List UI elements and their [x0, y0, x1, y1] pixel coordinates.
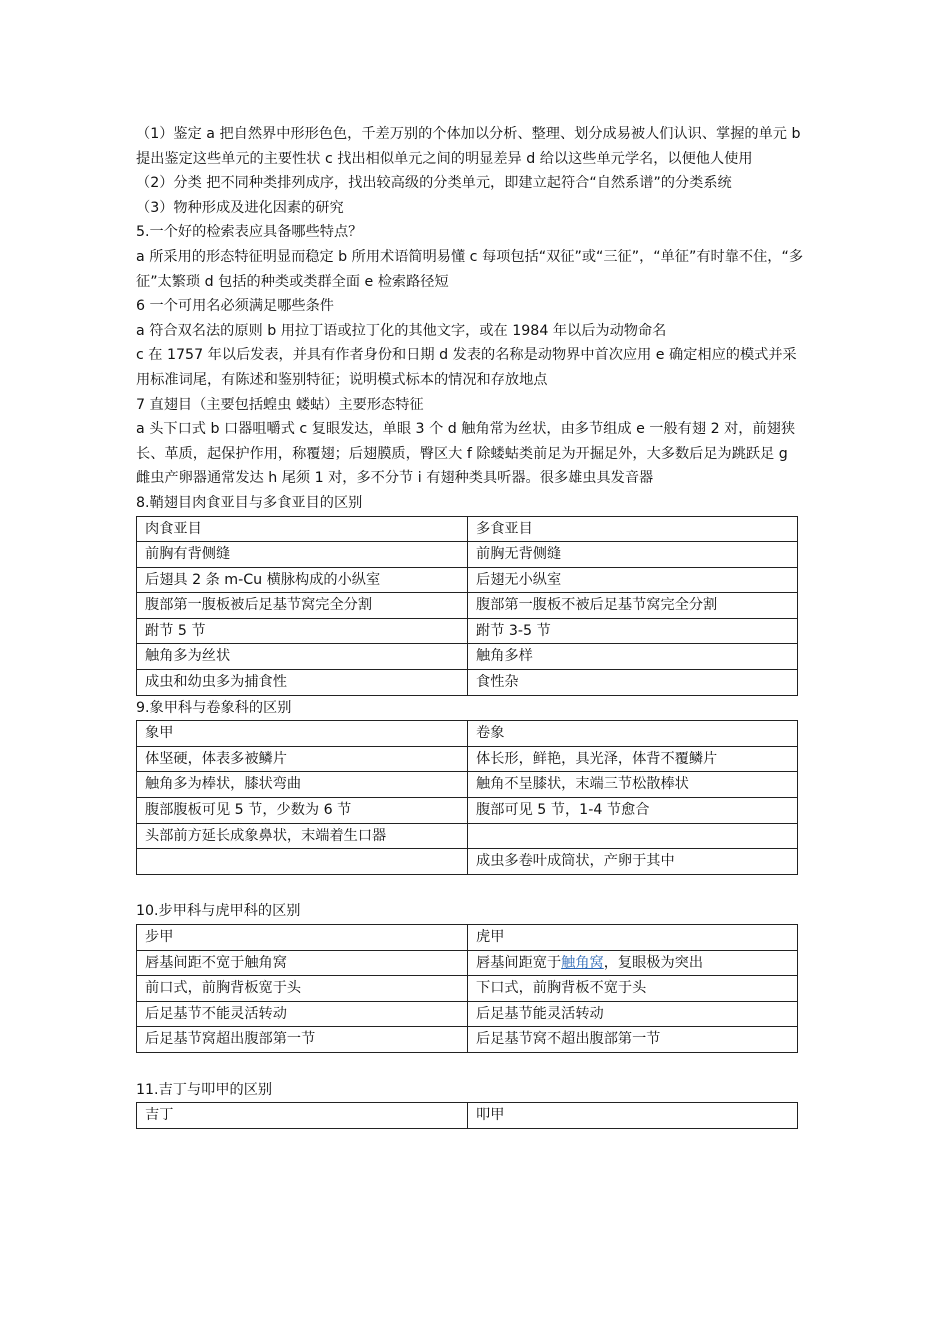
section-10-title: 10.步甲科与虎甲科的区别: [136, 903, 301, 920]
table-cell: 体长形，鲜艳，具光泽，体背不覆鳞片: [468, 746, 798, 772]
table-cell: 下口式，前胸背板不宽于头: [468, 976, 798, 1002]
table-row: [137, 618, 798, 644]
answer-5: a 所采用的形态特征明显而稳定 b 所用术语简明易懂 c 每项包括“双征”或“三征”，“单征”有时靠不住，“多征”太繁琐 d 包括的种类或类群全面 e 检索路径短: [136, 248, 804, 290]
table-cell: 叩甲: [468, 1103, 798, 1129]
table-cell: 后足基节窝超出腹部第一节: [137, 1027, 468, 1053]
question-7-heading: 7 直翅目（主要包括蝗虫 蝼蛄）主要形态特征: [136, 396, 424, 413]
table-cell: 腹部第一腹板不被后足基节窝完全分割: [468, 593, 798, 619]
table-row: [137, 798, 798, 824]
table-row: [137, 925, 798, 951]
table-row: [137, 542, 798, 568]
table-cell: 触角多为丝状: [137, 644, 468, 670]
answer-6-part2: c 在 1757 年以后发表，并具有作者身份和日期 d 发表的名称是动物界中首次应用 e 确定相应的模式并采用标准词尾，有陈述和鉴别特征；说明模式标本的情况和存放地点: [136, 347, 797, 388]
table-cell: [468, 950, 798, 976]
table-cell: 腹部腹板可见 5 节，少数为 6 节: [137, 798, 468, 824]
table-cell: 腹部可见 5 节，1-4 节愈合: [468, 798, 798, 824]
table-cell: 食性杂: [468, 670, 798, 696]
table-cell: 体坚硬，体表多被鳞片: [137, 746, 468, 772]
document-page: [136, 122, 806, 1129]
table-section-11: [136, 1102, 798, 1129]
table-row: [137, 1027, 798, 1053]
table-cell: 肉食亚目: [137, 516, 468, 542]
table-cell: 跗节 3-5 节: [468, 618, 798, 644]
paragraph-identification: （1）鉴定 a 把自然界中形形色色，千差万别的个体加以分析、整理、划分成易被人们认识、掌握的单元 b 提出鉴定这些单元的主要性状 c 找出相似单元之间的明显差异 d 给以这些单元学名，以便他人使用: [136, 126, 801, 167]
blank-line: [136, 875, 806, 900]
table-cell: 后足基节窝不超出腹部第一节: [468, 1027, 798, 1053]
table-cell: 卷象: [468, 721, 798, 747]
table-cell: 步甲: [137, 925, 468, 951]
table-cell: 后翅无小纵室: [468, 567, 798, 593]
table-row: [137, 746, 798, 772]
table-cell: 腹部第一腹板被后足基节窝完全分割: [137, 593, 468, 619]
answer-7: a 头下口式 b 口器咀嚼式 c 复眼发达，单眼 3 个 d 触角常为丝状，由多节组成 e 一般有翅 2 对，前翅狭长、革质，起保护作用，称覆翅；后翅膜质，臀区大 f 除蝼蛄类前足为开掘足外，大多数后足为跳跃足 g 雌虫产卵器通常发达 h 尾须 1 对，多不分节 i 有翅种类具听器。很多雄虫具发音器: [136, 421, 796, 487]
table-cell: 触角多为棒状，膝状弯曲: [137, 772, 468, 798]
table-cell: 前胸无背侧缝: [468, 542, 798, 568]
cell-text: 唇基间距宽于: [476, 954, 562, 971]
table-cell: 成虫和幼虫多为捕食性: [137, 670, 468, 696]
table-cell: 后翅具 2 条 m-Cu 横脉构成的小纵室: [137, 567, 468, 593]
table-row: [137, 644, 798, 670]
question-6-heading: 6 一个可用名必须满足哪些条件: [136, 298, 334, 315]
table-cell: 象甲: [137, 721, 468, 747]
table-cell: 唇基间距不宽于触角窝: [137, 950, 468, 976]
table-cell: [137, 849, 468, 875]
paragraph-classification: （2）分类 把不同种类排列成序，找出较高级的分类单元，即建立起符合“自然系谱”的分类系统: [136, 175, 732, 192]
table-row: [137, 670, 798, 696]
table-cell: 前胸有背侧缝: [137, 542, 468, 568]
table-row: [137, 567, 798, 593]
table-cell: [468, 823, 798, 849]
table-cell: 吉丁: [137, 1103, 468, 1129]
table-row: [137, 950, 798, 976]
table-cell: 成虫多卷叶成筒状，产卵于其中: [468, 849, 798, 875]
table-section-8: [136, 516, 798, 696]
paragraph-speciation: （3）物种形成及进化因素的研究: [136, 199, 344, 216]
table-cell: 触角不呈膝状，末端三节松散棒状: [468, 772, 798, 798]
table-cell: 前口式，前胸背板宽于头: [137, 976, 468, 1002]
table-row: [137, 823, 798, 849]
table-row: [137, 1001, 798, 1027]
table-cell: 头部前方延长成象鼻状，末端着生口器: [137, 823, 468, 849]
table-cell: 后足基节能灵活转动: [468, 1001, 798, 1027]
table-row: [137, 849, 798, 875]
table-row: [137, 1103, 798, 1129]
table-row: [137, 772, 798, 798]
table-row: [137, 593, 798, 619]
table-row: [137, 721, 798, 747]
table-cell: 多食亚目: [468, 516, 798, 542]
table-section-9: [136, 720, 798, 875]
table-cell: 跗节 5 节: [137, 618, 468, 644]
table-row: [137, 516, 798, 542]
table-cell: 虎甲: [468, 925, 798, 951]
answer-6-part1: a 符合双名法的原则 b 用拉丁语或拉丁化的其他文字，或在 1984 年以后为动物命名: [136, 322, 667, 339]
table-row: [137, 976, 798, 1002]
table-cell: 触角多样: [468, 644, 798, 670]
question-5-heading: 5.一个好的检索表应具备哪些特点？: [136, 224, 363, 241]
table-section-10: [136, 924, 798, 1053]
section-8-title: 8.鞘翅目肉食亚目与多食亚目的区别: [136, 494, 363, 511]
section-11-title: 11.吉丁与叩甲的区别: [136, 1081, 273, 1098]
section-9-title: 9.象甲科与卷象科的区别: [136, 699, 292, 716]
cell-text: ，复眼极为突出: [603, 954, 704, 971]
table-cell: 后足基节不能灵活转动: [137, 1001, 468, 1027]
antennal-socket-link[interactable]: 触角窝: [561, 954, 604, 971]
blank-line: [136, 1053, 806, 1078]
